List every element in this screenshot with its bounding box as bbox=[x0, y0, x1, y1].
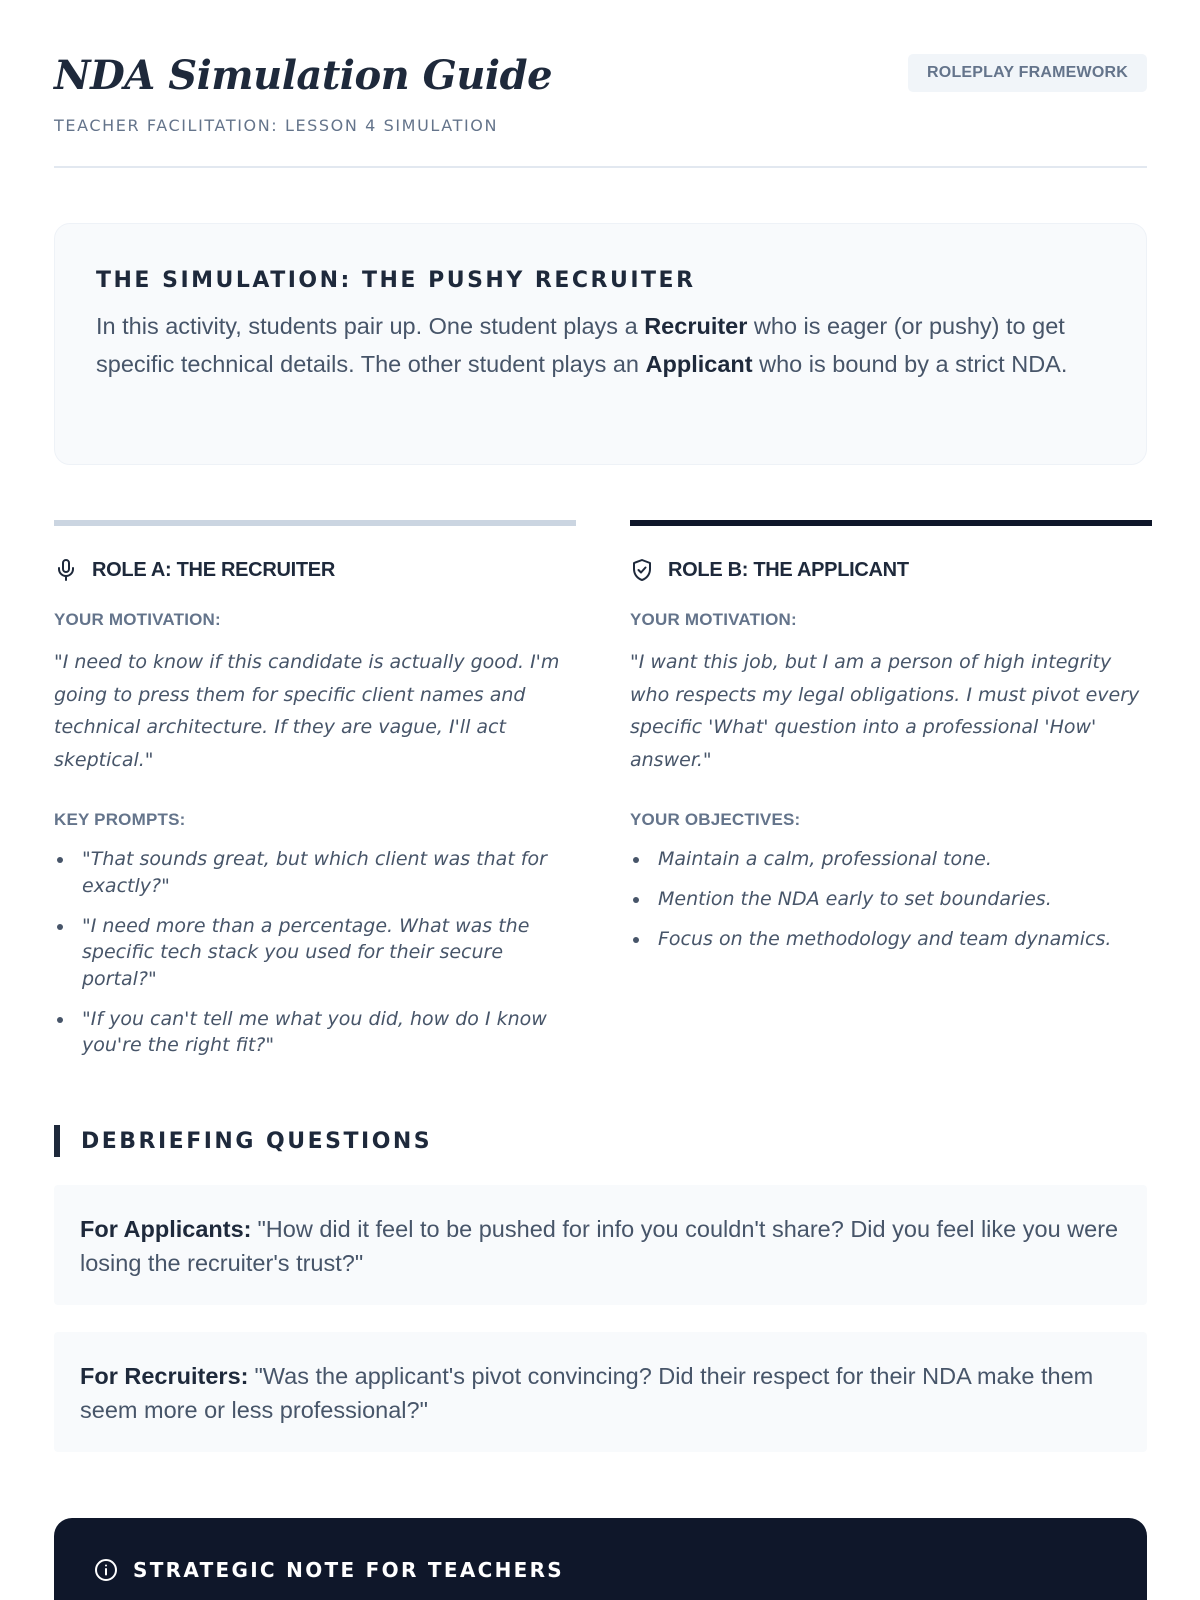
role-b-title: ROLE B: THE APPLICANT bbox=[668, 558, 909, 581]
guide-page bbox=[54, 0, 1147, 1582]
role-b-list-label: YOUR OBJECTIVES: bbox=[630, 810, 801, 829]
list-item: "That sounds great, but which client was that for exactly?" bbox=[54, 846, 576, 899]
debrief-question-card bbox=[54, 1332, 1147, 1452]
question-label: For Recruiters: bbox=[80, 1363, 249, 1389]
role-a-top-bar bbox=[54, 520, 576, 526]
debrief-section-header bbox=[54, 1125, 432, 1157]
page-header bbox=[54, 0, 1147, 168]
list-item: Maintain a calm, professional tone. bbox=[630, 846, 1152, 873]
role-a-header bbox=[54, 556, 576, 584]
list-item: Mention the NDA early to set boundaries. bbox=[630, 886, 1152, 913]
page-title: NDA Simulation Guide bbox=[54, 52, 553, 99]
simulation-intro-card bbox=[54, 223, 1147, 465]
question-label: For Applicants: bbox=[80, 1216, 252, 1242]
role-b-objectives-list bbox=[630, 846, 1152, 953]
note-title: STRATEGIC NOTE FOR TEACHERS bbox=[133, 1558, 564, 1582]
role-a-column bbox=[54, 520, 576, 1072]
role-a-motivation: "I need to know if this candidate is actually good. I'm going to press them for specific client names and technical architecture. If they are vague, I'll act skeptical." bbox=[54, 651, 560, 771]
note-header bbox=[94, 1556, 1107, 1584]
info-icon bbox=[94, 1558, 118, 1582]
list-item: "If you can't tell me what you did, how do I know you're the right fit?" bbox=[54, 1006, 576, 1059]
intro-text-part: In this activity, students pair up. One student plays a bbox=[96, 313, 645, 339]
intro-text-part: who is bound by a strict NDA. bbox=[752, 351, 1068, 377]
intro-bold-recruiter: Recruiter bbox=[644, 313, 748, 339]
intro-text-part: who is eager (or pushy) to get specific technical details. The other student plays an bbox=[96, 313, 1065, 377]
question-text: "How did it feel to be pushed for info you couldn't share? Did you feel like you were losing the recruiter's trust?" bbox=[80, 1216, 1119, 1276]
role-a-motivation-label: YOUR MOTIVATION: bbox=[54, 610, 221, 629]
role-a-prompts-list bbox=[54, 846, 576, 1059]
debrief-title: DEBRIEFING QUESTIONS bbox=[81, 1128, 433, 1154]
debrief-accent-bar bbox=[54, 1125, 60, 1157]
shield-check-icon bbox=[630, 558, 654, 582]
intro-bold-applicant: Applicant bbox=[645, 351, 753, 377]
framework-badge: ROLEPLAY FRAMEWORK bbox=[908, 54, 1147, 92]
role-b-top-bar bbox=[630, 520, 1152, 526]
question-text: "Was the applicant's pivot convincing? Did their respect for their NDA make them seem more or less professional?" bbox=[80, 1363, 1094, 1423]
role-b-motivation-label: YOUR MOTIVATION: bbox=[630, 610, 797, 629]
intro-text bbox=[96, 307, 1105, 383]
list-item: Focus on the methodology and team dynamics. bbox=[630, 926, 1152, 953]
intro-title: THE SIMULATION: THE PUSHY RECRUITER bbox=[96, 268, 696, 293]
role-a-list-label: KEY PROMPTS: bbox=[54, 810, 186, 829]
debrief-question-card bbox=[54, 1185, 1147, 1305]
microphone-icon bbox=[54, 558, 78, 582]
page-subtitle: TEACHER FACILITATION: LESSON 4 SIMULATION bbox=[54, 116, 499, 135]
teacher-note-card bbox=[54, 1518, 1147, 1600]
list-item: "I need more than a percentage. What was the specific tech stack you used for their secure portal?" bbox=[54, 913, 576, 993]
role-b-column bbox=[630, 520, 1152, 966]
role-a-title: ROLE A: THE RECRUITER bbox=[92, 558, 335, 581]
role-b-header bbox=[630, 556, 1152, 584]
role-b-motivation: "I want this job, but I am a person of high integrity who respects my legal obligations. I must pivot every specific 'What' question into a professional 'How' answer." bbox=[630, 651, 1140, 771]
